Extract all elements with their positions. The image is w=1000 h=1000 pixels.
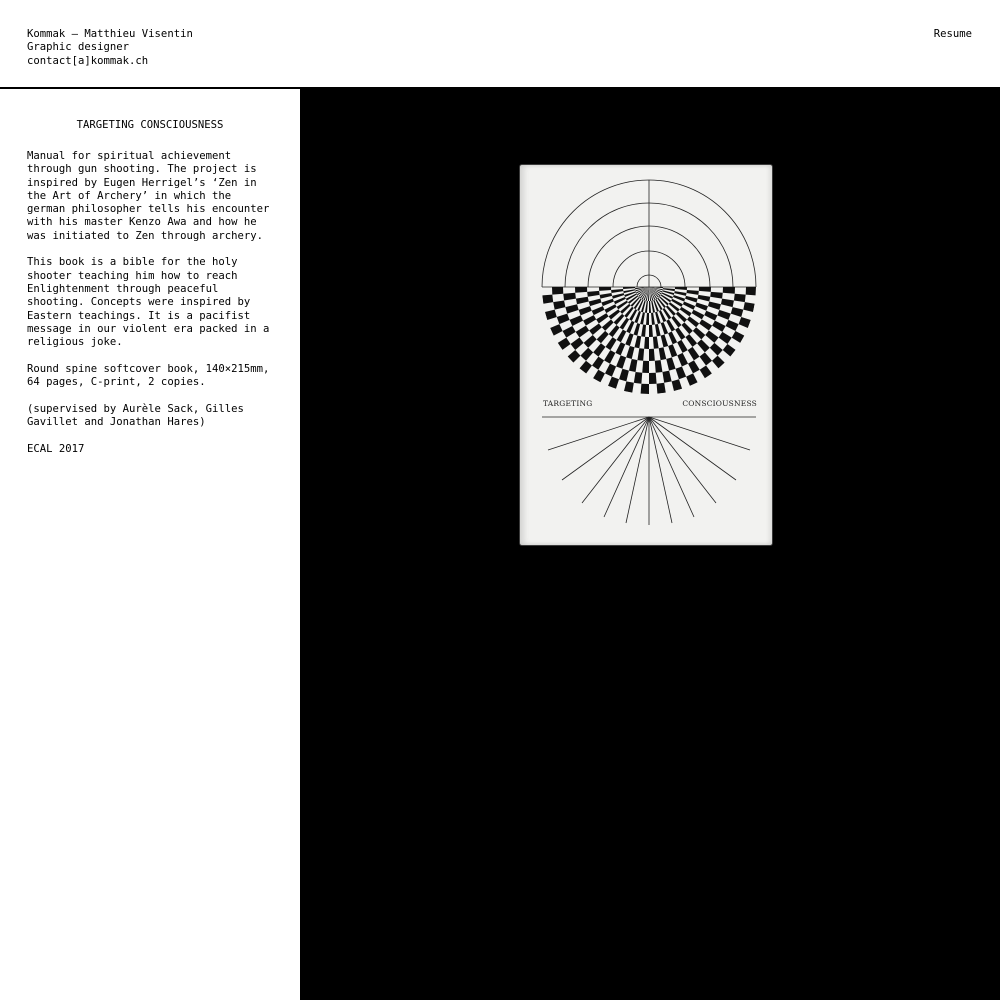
checker-cell bbox=[589, 323, 602, 335]
checker-cell bbox=[558, 338, 571, 350]
checker-cell bbox=[681, 322, 692, 334]
checker-cell bbox=[710, 343, 723, 356]
checker-cell bbox=[710, 292, 723, 299]
checker-cell bbox=[662, 371, 671, 383]
checker-cell bbox=[649, 373, 657, 384]
checker-cell bbox=[649, 301, 651, 313]
site-header bbox=[0, 0, 1000, 89]
book-specs: Round spine softcover book, 140×215mm, 64 pages, C-print, 2 copies. bbox=[27, 362, 270, 389]
checker-cell bbox=[601, 299, 613, 306]
supervisors: (supervised by Aurèle Sack, Gilles Gavillet and Jonathan Hares) bbox=[27, 402, 244, 428]
checker-cell bbox=[645, 301, 648, 313]
project-title: TARGETING CONSCIOUSNESS bbox=[76, 119, 224, 131]
checker-cell bbox=[692, 310, 705, 320]
checker-cell bbox=[592, 306, 605, 315]
checker-cell bbox=[604, 304, 616, 313]
checker-cell bbox=[615, 342, 625, 355]
checker-cell bbox=[687, 316, 699, 327]
checker-cell bbox=[648, 287, 649, 301]
checker-cell bbox=[553, 300, 565, 309]
checker-cell bbox=[732, 331, 745, 343]
checker-cell bbox=[688, 347, 700, 360]
checker-cell bbox=[576, 326, 589, 338]
checker-cell bbox=[657, 383, 666, 394]
checker-cell bbox=[675, 327, 685, 339]
checker-cell bbox=[661, 335, 668, 348]
checker-cell bbox=[623, 287, 635, 289]
checker-cell bbox=[580, 348, 593, 361]
checker-cell bbox=[597, 331, 609, 343]
resume-link[interactable]: Resume bbox=[933, 28, 972, 40]
cover-title-right: CONSCIOUSNESS bbox=[682, 399, 757, 408]
checker-cell bbox=[612, 293, 624, 299]
checker-cell bbox=[697, 339, 710, 352]
checker-cell bbox=[651, 313, 655, 325]
checker-cell bbox=[743, 302, 754, 312]
checker-cell bbox=[723, 344, 736, 356]
checker-cell bbox=[677, 353, 688, 367]
checker-cell bbox=[717, 310, 730, 320]
checker-cell bbox=[629, 359, 638, 372]
checker-cell bbox=[746, 287, 756, 295]
checker-cell bbox=[550, 324, 562, 335]
checker-cell bbox=[734, 294, 746, 302]
checker-cell bbox=[545, 310, 557, 320]
checker-cell bbox=[570, 315, 584, 326]
checker-cell bbox=[634, 323, 641, 335]
checker-cell bbox=[542, 295, 553, 304]
checker-cell bbox=[593, 343, 605, 356]
checker-cell bbox=[653, 336, 659, 348]
checker-cell bbox=[649, 287, 660, 296]
checker-cell bbox=[674, 291, 686, 296]
checker-cell bbox=[611, 289, 623, 293]
checker-cell bbox=[563, 293, 576, 301]
checker-cell bbox=[576, 297, 589, 305]
school-year: ECAL 2017 bbox=[27, 442, 85, 455]
checker-cell bbox=[719, 332, 732, 344]
checker-cell bbox=[655, 312, 661, 324]
project-sidebar bbox=[0, 89, 300, 1000]
checker-cell bbox=[649, 287, 663, 288]
checker-cell bbox=[593, 370, 605, 383]
checker-cell bbox=[634, 372, 642, 384]
checker-cell bbox=[579, 306, 592, 315]
checker-cell bbox=[649, 349, 655, 361]
checker-cell bbox=[584, 335, 597, 348]
checker-cell bbox=[616, 355, 626, 368]
checker-cell bbox=[731, 307, 744, 317]
site-name[interactable]: Kommak — Matthieu Visentin bbox=[27, 28, 193, 40]
checker-cell bbox=[641, 325, 646, 337]
checker-cell bbox=[605, 364, 616, 377]
site-role: Graphic designer bbox=[27, 41, 130, 54]
checker-cell bbox=[663, 288, 675, 291]
checker-cell bbox=[575, 287, 587, 293]
project-description bbox=[27, 150, 273, 469]
checker-cell bbox=[723, 287, 735, 294]
checker-cell bbox=[626, 321, 634, 333]
checker-cell bbox=[649, 325, 653, 337]
contact-email[interactable]: contact[a]kommak.ch bbox=[27, 54, 149, 67]
checker-cell bbox=[686, 373, 697, 385]
checker-cell bbox=[672, 379, 682, 391]
checker-cell bbox=[580, 361, 592, 374]
checker-cell bbox=[609, 325, 620, 337]
checker-cell bbox=[619, 369, 629, 382]
checker-cell bbox=[589, 299, 602, 306]
checker-cell bbox=[685, 334, 697, 347]
checker-cell bbox=[568, 350, 581, 363]
checker-cell bbox=[646, 313, 649, 325]
description-paragraph: This book is a bible for the holy shooter teaching him how to reach Enlightenment through peaceful shooting. Concepts were inspired by Eastern teachings. It is a pacifist message in our violent era packed in a religious joke. bbox=[27, 256, 270, 349]
checker-cell bbox=[644, 337, 649, 349]
checker-cell bbox=[721, 299, 734, 308]
checker-cell bbox=[700, 352, 712, 365]
checker-cell bbox=[552, 287, 563, 295]
checker-cell bbox=[666, 319, 675, 331]
cover-title-left: TARGETING bbox=[543, 399, 593, 408]
checker-cell bbox=[626, 346, 634, 359]
checker-cell bbox=[587, 291, 599, 297]
image-viewer[interactable] bbox=[300, 89, 1000, 1000]
checker-cell bbox=[688, 360, 700, 373]
checker-cell bbox=[600, 293, 612, 299]
checker-cell bbox=[642, 361, 649, 373]
checker-cell bbox=[659, 347, 667, 360]
checker-cell bbox=[668, 344, 677, 357]
checker-cell bbox=[712, 356, 725, 369]
checker-cell bbox=[676, 366, 687, 379]
checker-cell bbox=[666, 357, 675, 370]
checker-cell bbox=[641, 384, 649, 394]
checker-cell bbox=[677, 340, 688, 353]
checker-cell bbox=[604, 350, 615, 364]
checker-cell bbox=[637, 348, 644, 361]
checker-cell bbox=[698, 295, 711, 302]
checker-cell bbox=[655, 360, 663, 373]
checker-cell bbox=[624, 381, 634, 392]
checker-cell bbox=[675, 287, 687, 290]
checker-cell bbox=[699, 287, 711, 292]
checker-cell bbox=[571, 338, 584, 350]
checker-cell bbox=[739, 317, 751, 328]
checker-cell bbox=[592, 357, 604, 370]
checker-cell bbox=[608, 377, 619, 389]
checker-cell bbox=[687, 290, 699, 295]
checker-cell bbox=[635, 336, 642, 349]
checker-cell bbox=[596, 313, 608, 323]
checker-cell bbox=[699, 319, 712, 330]
checker-cell bbox=[625, 333, 633, 346]
checker-cell bbox=[655, 324, 661, 336]
checker-cell bbox=[640, 312, 645, 324]
checker-cell bbox=[617, 330, 627, 343]
checker-cell bbox=[685, 296, 697, 303]
checker-cell bbox=[557, 314, 570, 325]
checker-cell bbox=[683, 302, 695, 310]
checker-cell bbox=[563, 326, 576, 338]
checker-cell bbox=[565, 304, 578, 313]
checker-cell bbox=[700, 365, 712, 378]
site-info bbox=[27, 28, 193, 68]
checker-cell bbox=[583, 315, 596, 326]
checker-cell bbox=[668, 332, 677, 345]
checker-cell bbox=[712, 321, 726, 332]
target-illustration bbox=[520, 165, 772, 545]
checker-cell bbox=[661, 322, 668, 334]
checker-cell bbox=[726, 320, 739, 331]
checker-cell bbox=[695, 302, 708, 310]
description-paragraph: Manual for spiritual achievement through gun shooting. The project is inspired by Eugen Herrigel’s ‘Zen in the Art of Archery’ in which the german philosopher tells his encounter with his master Kenzo Awa and how he was initiated to Zen through archery. bbox=[27, 150, 270, 242]
checker-cell bbox=[705, 331, 718, 343]
checker-cell bbox=[693, 327, 705, 339]
checker-cell bbox=[602, 319, 614, 330]
book-cover-photo bbox=[520, 165, 772, 545]
checker-cell bbox=[599, 287, 611, 291]
checker-cell bbox=[708, 301, 721, 309]
checker-cell bbox=[704, 311, 717, 321]
checker-cell bbox=[640, 287, 649, 298]
checker-cell bbox=[606, 337, 617, 350]
